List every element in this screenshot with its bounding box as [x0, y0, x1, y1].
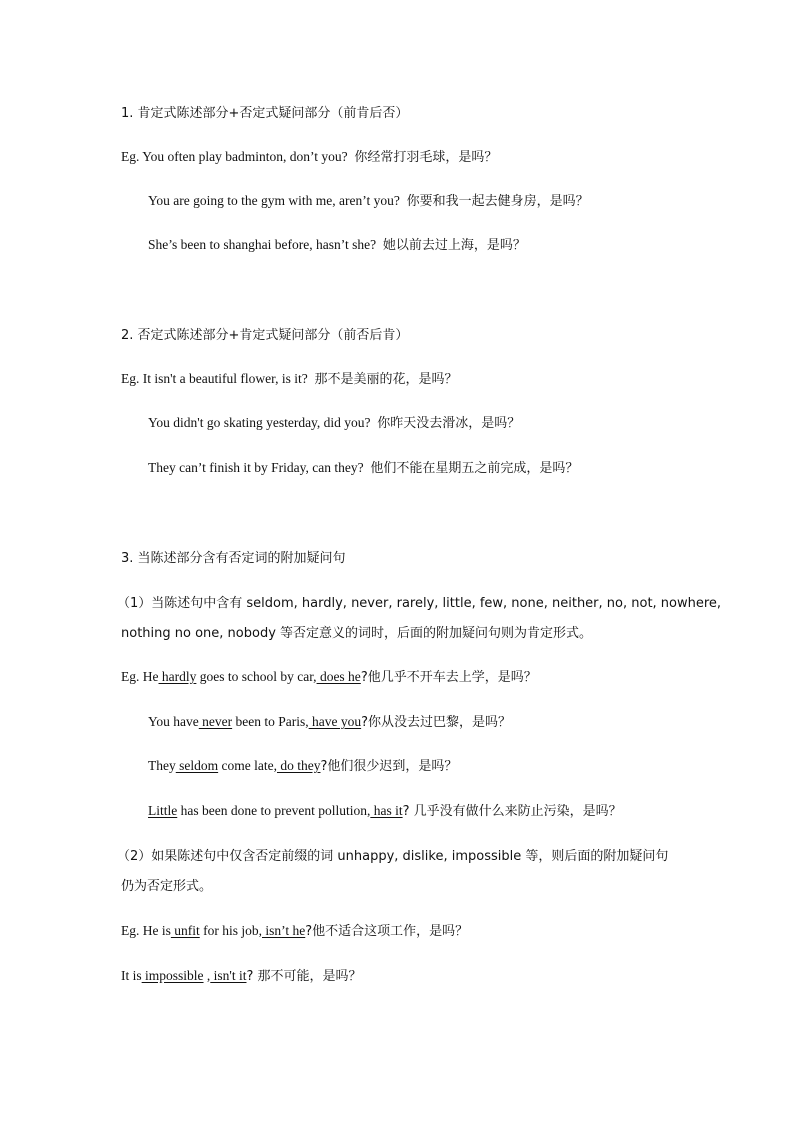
rule-1-example-4: Little has been done to prevent pollution, has it? 几乎没有做什么来防止污染，是吗？ — [148, 803, 622, 819]
underlined-tag: isn’t he — [262, 923, 306, 938]
section-1-example-1: Eg. You often play badminton, don’t you? 你经常打羽毛球，是吗？ — [121, 149, 498, 165]
section-2-heading: 2. 否定式陈述部分+肯定式疑问部分（前否后肯） — [121, 328, 409, 343]
rule-1-example-3: They seldom come late, do they?他们很少迟到，是吗？ — [148, 758, 458, 774]
section-2-example-2: You didn't go skating yesterday, did you? 你昨天没去滑冰，是吗？ — [148, 415, 521, 431]
section-2-example-1: Eg. It isn't a beautiful flower, is it? 那不是美丽的花，是吗？ — [121, 371, 458, 387]
underlined-word: hardly — [158, 669, 197, 684]
underlined-word: never — [198, 714, 233, 729]
section-1-heading: 1. 肯定式陈述部分+否定式疑问部分（前肯后否） — [121, 106, 409, 121]
rule-2-line-1: （2）如果陈述句中仅含否定前缀的词 unhappy, dislike, impossible 等，则后面的附加疑问句 — [117, 849, 669, 864]
underlined-tag: isn't it — [210, 968, 247, 983]
section-2-example-3: They can’t finish it by Friday, can they? 他们不能在星期五之前完成，是吗？ — [148, 460, 579, 476]
underlined-word: seldom — [175, 758, 219, 773]
underlined-tag: have you — [308, 714, 362, 729]
rule-1-example-2: You have never been to Paris, have you?你从没去过巴黎，是吗？ — [148, 714, 512, 730]
rule-1-line-1: （1）当陈述句中含有 seldom, hardly, never, rarely, little, few, none, neither, no, not, nowhere, — [117, 596, 722, 611]
section-1-example-2: You are going to the gym with me, aren’t you? 你要和我一起去健身房，是吗？ — [148, 193, 589, 209]
underlined-tag: has it — [370, 803, 403, 818]
underlined-word: impossible — [141, 968, 204, 983]
rule-1-example-1: Eg. He hardly goes to school by car, does he?他几乎不开车去上学，是吗？ — [121, 669, 537, 685]
underlined-tag: does he — [316, 669, 361, 684]
underlined-word: unfit — [170, 923, 200, 938]
rule-2-example-1: Eg. He is unfit for his job, isn’t he?他不适合这项工作，是吗？ — [121, 923, 469, 939]
section-3-heading: 3. 当陈述部分含有否定词的附加疑问句 — [121, 551, 346, 566]
rule-2-line-2: 仍为否定形式。 — [121, 879, 213, 894]
underlined-word: Little — [148, 803, 178, 818]
rule-1-line-2: nothing no one, nobody 等否定意义的词时，后面的附加疑问句则为肯定形式。 — [121, 626, 593, 641]
underlined-tag: do they — [276, 758, 321, 773]
rule-2-example-2: It is impossible , isn't it? 那不可能，是吗？ — [121, 968, 362, 984]
section-1-example-3: She’s been to shanghai before, hasn’t she? 她以前去过上海，是吗？ — [148, 237, 526, 253]
